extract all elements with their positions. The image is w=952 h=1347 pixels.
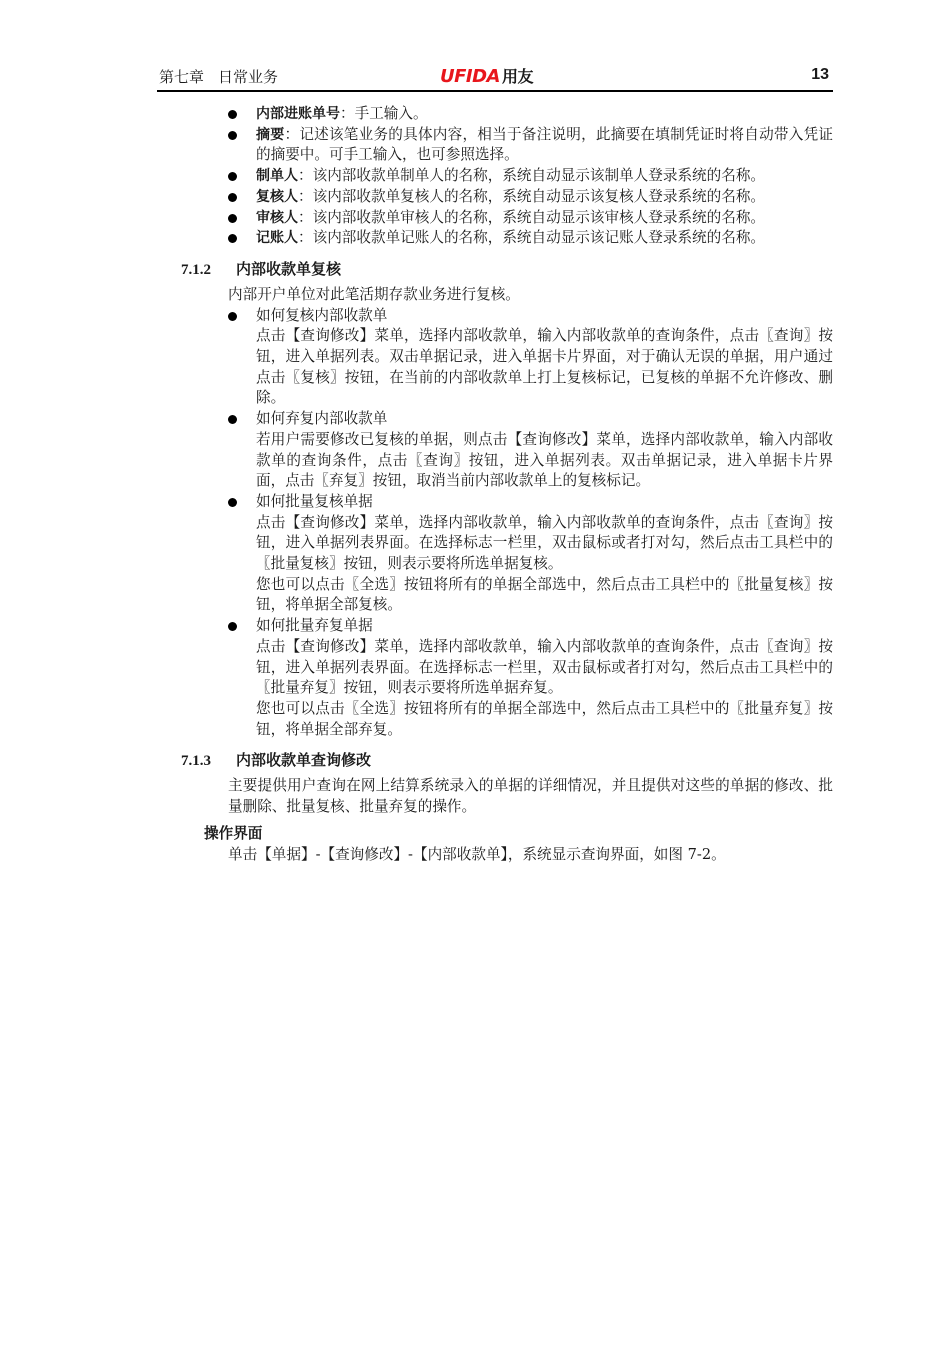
chapter-number: 第七章 xyxy=(159,68,205,86)
bullet-icon xyxy=(228,172,237,181)
howto-item xyxy=(228,409,833,492)
logo-chinese: 用友 xyxy=(501,67,533,86)
howto-paragraph: 您也可以点击〖全选〗按钮将所有的单据全部选中，然后点击工具栏中的〖批量复核〗按钮，将单据全部复核。 xyxy=(256,575,833,614)
howto-item xyxy=(228,306,833,410)
section-title: 内部收款单查询修改 xyxy=(236,751,372,770)
field-desc: ：该内部收款单记账人的名称，系统自动显示该记账人登录系统的名称。 xyxy=(298,229,766,247)
field-label: 审核人 xyxy=(256,209,298,226)
page-number: 13 xyxy=(811,66,829,83)
field-desc: ：手工输入。 xyxy=(340,105,428,122)
field-item xyxy=(228,208,833,229)
howto-paragraph: 您也可以点击〖全选〗按钮将所有的单据全部选中，然后点击工具栏中的〖批量弃复〗按钮，将单据全部弃复。 xyxy=(256,699,833,738)
field-item xyxy=(228,187,833,208)
howto-paragraph: 点击【查询修改】菜单，选择内部收款单，输入内部收款单的查询条件，点击〖查询〗按钮，进入单据列表界面。在选择标志一栏里，双击鼠标或者打对勾，然后点击工具栏中的〖批量弃复〗按钮，则表示要将所选单据弃复。 xyxy=(256,637,833,697)
bullet-icon xyxy=(228,110,237,119)
field-label: 制单人 xyxy=(256,168,298,185)
field-item xyxy=(228,228,833,249)
section-title: 内部收款单复核 xyxy=(236,259,342,278)
field-desc: ：该内部收款单制单人的名称，系统自动显示该制单人登录系统的名称。 xyxy=(298,167,766,185)
field-label: 复核人 xyxy=(256,188,298,205)
field-item xyxy=(228,166,833,187)
bullet-icon xyxy=(228,131,237,140)
section-number: 7.1.2 xyxy=(181,261,211,278)
bullet-icon xyxy=(228,312,237,321)
bullet-icon xyxy=(228,622,237,631)
bullet-icon xyxy=(228,415,237,424)
field-label: 摘要 xyxy=(256,126,285,143)
howto-heading: 如何批量弃复单据 xyxy=(256,617,373,635)
field-desc: ：该内部收款单审核人的名称，系统自动显示该审核人登录系统的名称。 xyxy=(298,208,766,226)
howto-paragraph: 点击【查询修改】菜单，选择内部收款单，输入内部收款单的查询条件，点击〖查询〗按钮，进入单据列表界面。在选择标志一栏里，双击鼠标或者打对勾，然后点击工具栏中的〖批量复核〗按钮，则表示要将所选单据复核。 xyxy=(256,513,833,573)
page-header xyxy=(157,62,833,92)
field-item xyxy=(228,104,833,125)
howto-heading: 如何弃复内部收款单 xyxy=(256,410,388,428)
section-number: 7.1.3 xyxy=(181,753,211,770)
ufida-logo xyxy=(440,64,533,87)
section-intro: 主要提供用户查询在网上结算系统录入的单据的详细情况，并且提供对这些的单据的修改、批量删除、批量复核、批量弃复的操作。 xyxy=(228,777,833,816)
section-intro: 内部开户单位对此笔活期存款业务进行复核。 xyxy=(228,285,520,303)
howto-item xyxy=(228,492,833,616)
section-heading-7-1-3 xyxy=(181,750,833,771)
howto-item xyxy=(228,616,833,740)
field-label: 记账人 xyxy=(256,230,298,247)
bullet-icon xyxy=(228,193,237,202)
section-heading-7-1-2 xyxy=(181,259,833,280)
logo-brand: UFIDA xyxy=(440,66,500,87)
page-content xyxy=(181,104,833,865)
field-label: 内部进账单号 xyxy=(256,106,340,122)
field-item xyxy=(228,125,833,166)
bullet-icon xyxy=(228,498,237,507)
bullet-icon xyxy=(228,234,237,243)
subheading-operation-ui: 操作界面 xyxy=(204,824,263,842)
field-desc: ：该内部收款单复核人的名称，系统自动显示该复核人登录系统的名称。 xyxy=(298,187,766,205)
field-desc: ：记述该笔业务的具体内容，相当于备注说明，此摘要在填制凭证时将自动带入凭证的摘要中。可手工输入，也可参照选择。 xyxy=(256,125,833,164)
chapter-title: 日常业务 xyxy=(218,68,279,86)
bullet-icon xyxy=(228,214,237,223)
howto-paragraph: 若用户需要修改已复核的单据，则点击【查询修改】菜单，选择内部收款单，输入内部收款单的查询条件，点击〖查询〗按钮，进入单据列表。双击单据记录，进入单据卡片界面，点击〖弃复〗按钮，取消当前内部收款单上的复核标记。 xyxy=(256,430,833,490)
chapter-label xyxy=(159,66,278,87)
howto-paragraph: 点击【查询修改】菜单，选择内部收款单，输入内部收款单的查询条件，点击〖查询〗按钮，进入单据列表。双击单据记录，进入单据卡片界面，对于确认无误的单据，用户通过点击〖复核〗按钮，在当前的内部收款单上打上复核标记，已复核的单据不允许修改、删除。 xyxy=(256,327,833,407)
instruction-text: 单击【单据】-【查询修改】-【内部收款单】，系统显示查询界面，如图 7-2。 xyxy=(228,845,726,863)
howto-heading: 如何批量复核单据 xyxy=(256,492,373,510)
howto-heading: 如何复核内部收款单 xyxy=(256,306,388,324)
